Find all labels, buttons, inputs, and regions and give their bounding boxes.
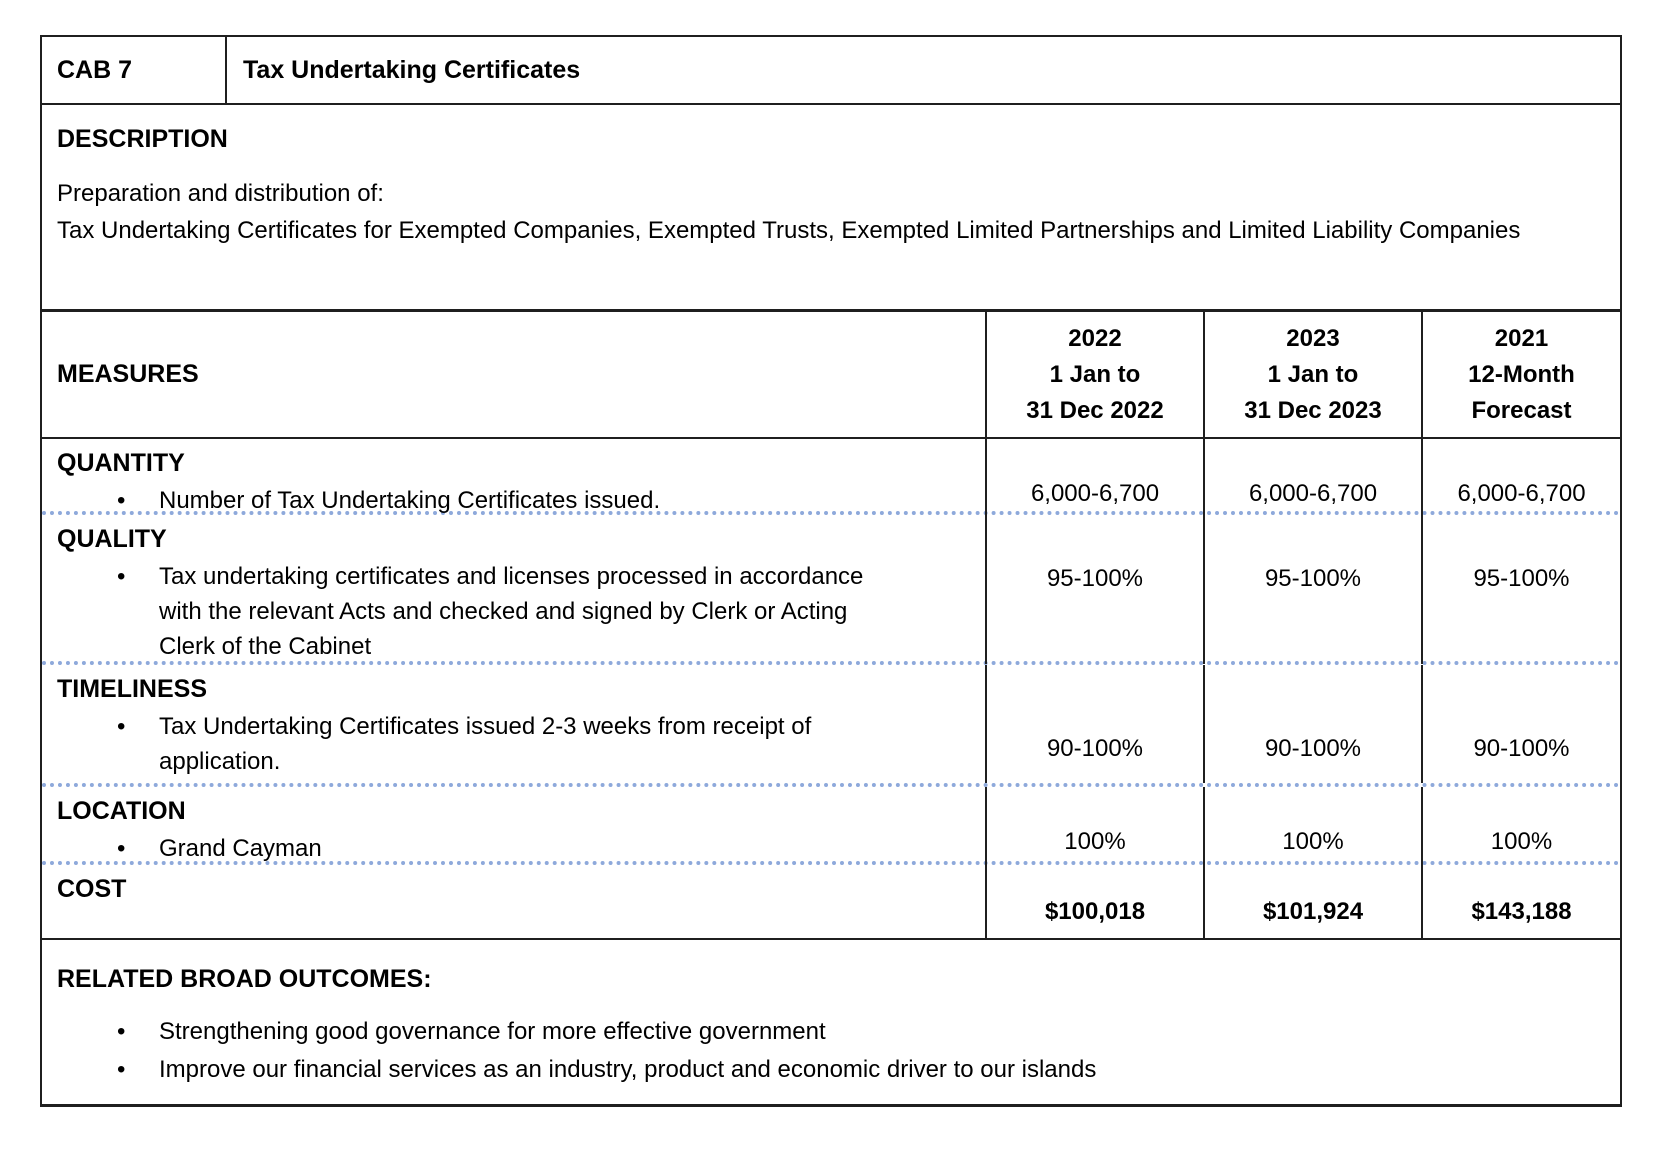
measure-row-cost: [42, 865, 1620, 940]
column-period-start: 1 Jan to: [1267, 360, 1359, 388]
column-forecast-line: Forecast: [1471, 396, 1572, 424]
related-broad-outcomes-section: [42, 940, 1620, 1089]
bullet-icon: •: [117, 1018, 126, 1045]
column-header-2023: [1205, 312, 1423, 437]
bullet-icon: •: [117, 563, 126, 590]
value-2022: $100,018: [987, 865, 1205, 938]
outcomes-heading: RELATED BROAD OUTCOMES:: [57, 965, 432, 993]
measure-item: [57, 831, 975, 866]
outcome-item-text: Improve our financial services as an industry, product and economic driver to our islands: [159, 1056, 1097, 1083]
measure-item-text: Grand Cayman: [159, 835, 322, 862]
value-2023: 100%: [1205, 787, 1423, 866]
page-title: Tax Undertaking Certificates: [243, 55, 581, 84]
bullet-icon: •: [117, 713, 126, 740]
bullet-icon: •: [117, 1056, 126, 1083]
outcome-item-text: Strengthening good governance for more effective government: [159, 1018, 826, 1045]
outcomes-list: [57, 1013, 1605, 1089]
value-2023: 90-100%: [1205, 665, 1423, 783]
value-2023: $101,924: [1205, 865, 1423, 938]
bullet-icon: •: [117, 487, 126, 514]
measures-header-row: [42, 312, 1620, 439]
measure-item-text: Tax Undertaking Certificates issued 2-3 weeks from receipt of application.: [159, 713, 812, 775]
column-period-start: 1 Jan to: [1049, 360, 1141, 388]
measure-item-text: Number of Tax Undertaking Certificates issued.: [159, 487, 661, 514]
value-2022: 100%: [987, 787, 1205, 866]
measure-row-timeliness: [42, 665, 1620, 787]
bullet-icon: •: [117, 835, 126, 862]
measure-row-quality: [42, 515, 1620, 665]
measure-row-location: [42, 787, 1620, 865]
column-year: 2021: [1494, 324, 1549, 352]
measure-item: [57, 483, 975, 518]
column-period-end: 31 Dec 2023: [1244, 396, 1382, 424]
value-2022: 6,000-6,700: [987, 439, 1205, 518]
title-row: [42, 37, 1620, 105]
description-section: [42, 105, 1620, 312]
category-heading: LOCATION: [57, 797, 186, 825]
column-header-2021-forecast: [1423, 312, 1620, 437]
value-2021-forecast: 100%: [1490, 828, 1553, 855]
outcome-item: [57, 1051, 1605, 1089]
category-heading: QUALITY: [57, 525, 167, 553]
description-heading: DESCRIPTION: [57, 125, 228, 153]
output-code: CAB 7: [42, 37, 227, 103]
value-2021-forecast: $143,188: [1471, 898, 1572, 925]
category-heading: COST: [57, 875, 127, 903]
value-2021-forecast: 6,000-6,700: [1457, 480, 1586, 507]
measure-item: [57, 709, 975, 779]
performance-measures-table: [40, 35, 1622, 1107]
outcome-item: [57, 1013, 1605, 1051]
measures-header-label: MEASURES: [42, 312, 987, 437]
category-heading: TIMELINESS: [57, 675, 208, 703]
value-2023: 95-100%: [1205, 515, 1423, 664]
measure-row-quantity: [42, 439, 1620, 515]
column-forecast-line: 12-Month: [1468, 360, 1575, 388]
column-period-end: 31 Dec 2022: [1026, 396, 1164, 424]
measure-item: [57, 559, 975, 664]
description-body: Tax Undertaking Certificates for Exempted Companies, Exempted Trusts, Exempted Limited Partnerships and Limited Liability Companies: [57, 217, 1521, 244]
column-year: 2022: [1068, 324, 1122, 352]
measure-item-text: Tax undertaking certificates and licenses processed in accordance with the relevant Acts and checked and signed by Clerk or Acting Clerk of the Cabinet: [159, 563, 864, 660]
column-year: 2023: [1286, 324, 1340, 352]
category-heading: QUANTITY: [57, 449, 185, 477]
description-intro: Preparation and distribution of:: [57, 180, 384, 207]
value-2021-forecast: 95-100%: [1473, 565, 1570, 592]
column-header-2022: [987, 312, 1205, 437]
value-2022: 90-100%: [987, 665, 1205, 783]
value-2022: 95-100%: [987, 515, 1205, 664]
value-2021-forecast: 90-100%: [1473, 735, 1570, 762]
value-2023: 6,000-6,700: [1205, 439, 1423, 518]
